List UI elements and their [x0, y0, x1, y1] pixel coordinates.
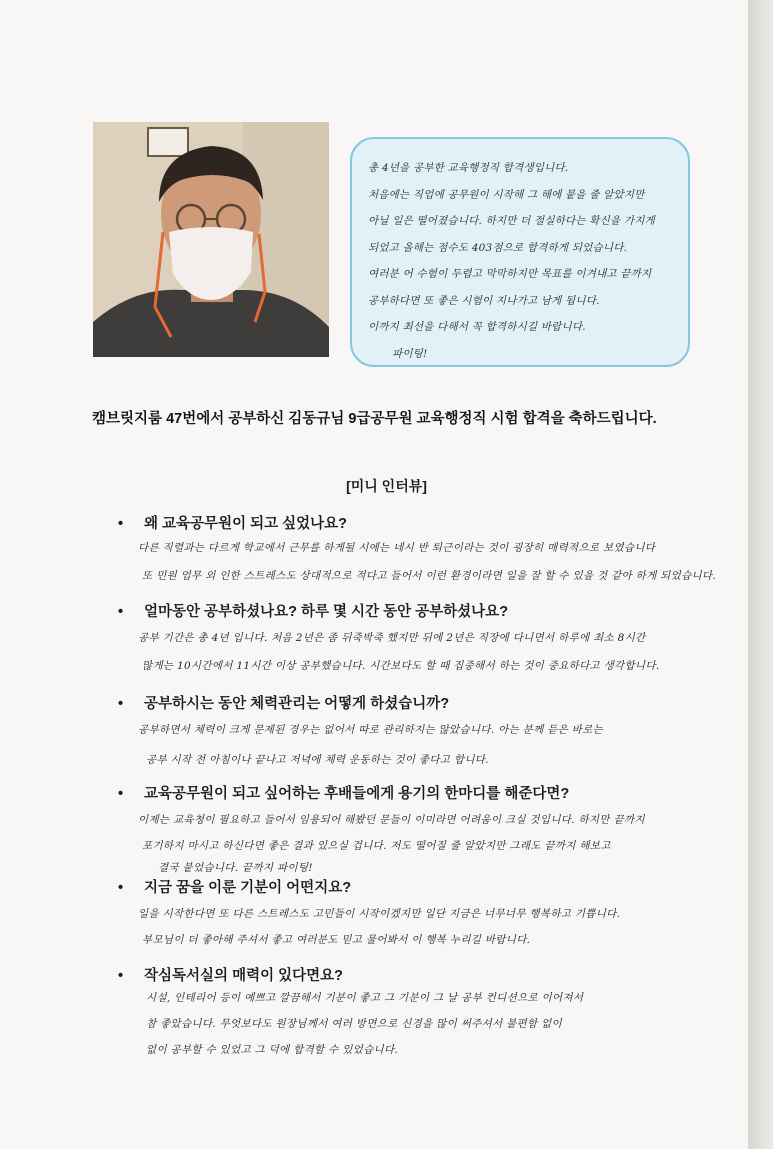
- answer-2-line-1: 공부 기간은 총 4년 입니다. 처음 2년은 좀 뒤죽박죽 했지만 뒤에 2년은 직장에 다니면서 하루에 최소 8시간: [138, 632, 646, 644]
- portrait-photo: [93, 122, 329, 357]
- note-line: 아닐 일은 떨어졌습니다. 하지만 더 절실하다는 확신을 가지게: [368, 215, 655, 227]
- question-2: [118, 600, 508, 621]
- answer-2-line-2: 많게는 10시간에서 11시간 이상 공부했습니다. 시간보다도 할 때 집중해서 하는 것이 중요하다고 생각합니다.: [142, 660, 660, 672]
- congratulations-headline: 캠브릿지룸 47번에서 공부하신 김동규님 9급공무원 교육행정직 시험 합격을 축하드립니다.: [92, 411, 657, 427]
- question-1: [118, 512, 347, 533]
- answer-1-line-1: 다른 직렬과는 다르게 학교에서 근무를 하게될 시에는 네시 반 퇴근이라는 것이 굉장히 매력적으로 보였습니다: [138, 542, 656, 554]
- question-text: 교육공무원이 되고 싶어하는 후배들에게 용기의 한마디를 해준다면?: [144, 786, 570, 802]
- page-edge-shadow: [748, 0, 773, 1149]
- answer-4-line-2: 포기하지 마시고 하신다면 좋은 결과 있으실 겁니다. 저도 떨어질 줄 알았지만 그래도 끝까지 해보고: [142, 840, 611, 852]
- note-line: 총 4년을 공부한 교육행정직 합격생입니다.: [368, 162, 569, 174]
- answer-4-line-1: 이제는 교육청이 필요하고 들어서 임용되어 해봤던 문들이 이미라면 어려움이 크실 것입니다. 하지만 끝까지: [138, 814, 645, 826]
- question-6: [118, 964, 343, 985]
- question-4: [118, 782, 569, 803]
- bullet: •: [118, 880, 124, 896]
- note-line: 되었고 올해는 점수도 403점으로 합격하게 되었습니다.: [368, 241, 628, 254]
- answer-6-line-2: 참 좋았습니다. 무엇보다도 원장님께서 여러 방면으로 신경을 많이 써주셔서 불편함 없이: [146, 1018, 562, 1030]
- bullet: •: [118, 786, 124, 802]
- question-text: 작심독서실의 매력이 있다면요?: [144, 968, 344, 984]
- answer-3-line-1: 공부하면서 체력이 크게 문제된 경우는 없어서 따로 관리하지는 않았습니다. 아는 분께 듣은 바로는: [138, 724, 604, 736]
- answer-6-line-1: 시설, 인테리어 등이 예쁘고 깔끔해서 기분이 좋고 그 기분이 그 날 공부 컨디션으로 이어져서: [146, 992, 584, 1004]
- answer-6-line-3: 없이 공부할 수 있었고 그 덕에 합격할 수 있었습니다.: [146, 1044, 399, 1056]
- bullet: •: [118, 516, 124, 532]
- question-text: 지금 꿈을 이룬 기분이 어떤지요?: [144, 880, 352, 896]
- question-text: 얼마동안 공부하셨나요? 하루 몇 시간 동안 공부하셨나요?: [144, 604, 509, 620]
- bullet: •: [118, 968, 124, 984]
- question-text: 공부하시는 동안 체력관리는 어떻게 하셨습니까?: [144, 696, 450, 712]
- note-line: 여러분 어 수험이 두렵고 막막하지만 목표를 이겨내고 끝까지: [368, 268, 652, 280]
- answer-4-line-3: 결국 붙었습니다. 끝까지 파이팅!: [158, 862, 313, 874]
- bullet: •: [118, 696, 124, 712]
- note-signoff: 파이팅!: [392, 347, 428, 360]
- answer-3-line-2: 공부 시작 전 아침이나 끝나고 저녁에 체력 운동하는 것이 좋다고 합니다.: [146, 754, 489, 766]
- note-line: 공부하다면 또 좋은 시험이 지나가고 남게 됩니다.: [368, 294, 600, 307]
- question-3: [118, 692, 449, 713]
- question-5: [118, 876, 351, 897]
- bullet: •: [118, 604, 124, 620]
- answer-1-line-2: 또 민원 업무 외 인한 스트레스도 상대적으로 적다고 들어서 이런 환경이라면 일을 잘 할 수 있을 것 같아 하게 되었습니다.: [142, 570, 717, 582]
- note-line: 이까지 최선을 다해서 꼭 합격하시길 바랍니다.: [368, 321, 586, 333]
- question-text: 왜 교육공무원이 되고 싶었나요?: [144, 516, 348, 532]
- section-title: [미니 인터뷰]: [346, 478, 427, 494]
- answer-5-line-2: 부모님이 더 좋아해 주셔서 좋고 여러분도 믿고 물어봐서 이 행복 누리길 바랍니다.: [142, 934, 531, 946]
- answer-5-line-1: 일을 시작한다면 또 다른 스트레스도 고민들이 시작이겠지만 일단 지금은 너무너무 행복하고 기쁩니다.: [138, 908, 621, 920]
- handwritten-note-box: [350, 137, 690, 367]
- note-line: 처음에는 직업에 공무원이 시작해 그 해에 붙을 줄 알았지만: [368, 188, 645, 201]
